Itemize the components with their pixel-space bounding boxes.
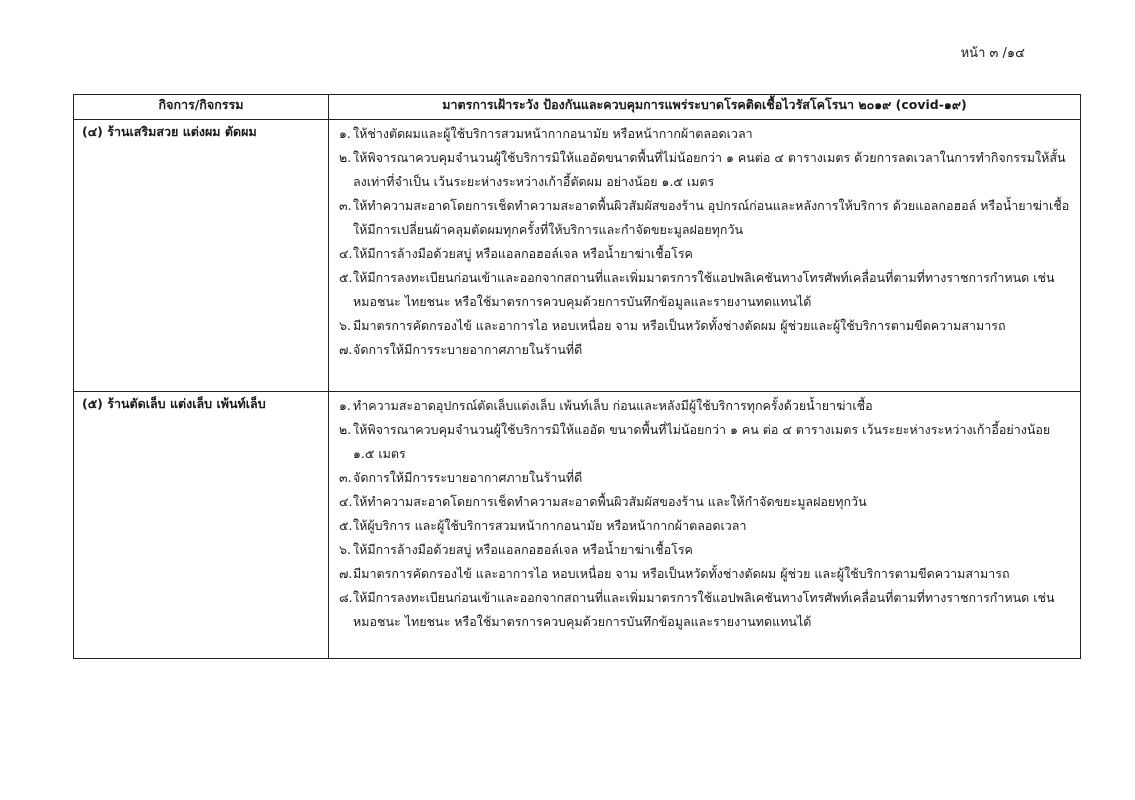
list-item <box>339 394 1074 418</box>
activity-cell: (๔) ร้านเสริมสวย แต่งผม ตัดผม <box>74 120 329 392</box>
list-item <box>339 586 1074 634</box>
list-item <box>339 514 1074 538</box>
item-text: ให้พิจารณาควบคุมจำนวนผู้ใช้บริการมิให้แออัด ขนาดพื้นที่ไม่น้อยกว่า ๑ คน ต่อ ๔ ตารางเมตร เว้นระยะห่างระหว่างเก้าอี้อย่างน้อย ๑.๕ เมตร <box>353 422 1051 461</box>
list-item <box>339 122 1074 146</box>
list-item <box>339 194 1074 242</box>
item-text: ให้ผู้บริการ และผู้ใช้บริการสวมหน้ากากอนามัย หรือหน้ากากผ้าตลอดเวลา <box>353 518 747 533</box>
item-text: ให้ช่างตัดผมและผู้ใช้บริการสวมหน้ากากอนามัย หรือหน้ากากผ้าตลอดเวลา <box>353 126 753 141</box>
measure-list <box>339 122 1074 362</box>
list-item <box>339 146 1074 194</box>
table-header-row <box>74 95 1081 120</box>
measures-cell <box>329 120 1081 392</box>
item-number: ๘. <box>339 590 353 605</box>
item-text: จัดการให้มีการระบายอากาศภายในร้านที่ดี <box>353 470 583 485</box>
table-row <box>74 392 1081 659</box>
measure-list <box>339 394 1074 634</box>
item-text: มีมาตรการคัดกรองไข้ และอาการไอ หอบเหนื่อย จาม หรือเป็นหวัดทั้งช่างตัดผม ผู้ช่วยและผู้ใช้บริการตามขีดความสามารถ <box>353 318 1006 333</box>
item-number: ๖. <box>339 542 351 557</box>
item-text: ให้มีการลงทะเบียนก่อนเข้าและออกจากสถานที่และเพิ่มมาตรการใช้แอปพลิเคชันทางโทรศัพท์เคลื่อนที่ตามที่ทางราชการกำหนด เช่น หมอชนะ ไทยชนะ หรือใช้มาตรการควบคุมด้วยการบันทึกข้อมูลและรายงานทดแทนได้ <box>353 270 1055 309</box>
list-item <box>339 490 1074 514</box>
list-item <box>339 562 1074 586</box>
list-item <box>339 418 1074 466</box>
header-activity: กิจการ/กิจกรรม <box>74 95 329 120</box>
measures-table <box>73 94 1081 659</box>
list-item <box>339 338 1074 362</box>
item-number: ๒. <box>339 150 352 165</box>
item-text: ให้ทำความสะอาดโดยการเช็ดทำความสะอาดพื้นผิวสัมผัสของร้าน อุปกรณ์ก่อนและหลังการให้บริการ ด้วยแอลกอฮอล์ หรือน้ำยาฆ่าเชื้อ ให้มีการเปลี่ยนผ้าคลุมตัดผมทุกครั้งที่ให้บริการและกำจัดขยะมูลฝอยทุกวัน <box>353 198 1070 237</box>
list-item <box>339 466 1074 490</box>
list-item <box>339 538 1074 562</box>
item-text: ให้มีการล้างมือด้วยสบู่ หรือแอลกอฮอล์เจล หรือน้ำยาฆ่าเชื้อโรค <box>353 542 693 557</box>
item-text: ให้มีการล้างมือด้วยสบู่ หรือแอลกอฮอล์เจล หรือน้ำยาฆ่าเชื้อโรค <box>353 246 693 261</box>
item-text: ทำความสะอาดอุปกรณ์ตัดเล็บแต่งเล็บ เพ้นท์เล็บ ก่อนและหลังมีผู้ใช้บริการทุกครั้งด้วยน้ำยาฆ่าเชื้อ <box>353 398 873 413</box>
item-text: จัดการให้มีการระบายอากาศภายในร้านที่ดี <box>353 342 583 357</box>
header-measures: มาตรการเฝ้าระวัง ป้องกันและควบคุมการแพร่ระบาดโรคติดเชื้อไวรัสโคโรนา ๒๐๑๙ (covid-๑๙) <box>329 95 1081 120</box>
item-number: ๗. <box>339 342 353 357</box>
item-number: ๓. <box>339 470 352 485</box>
activity-cell: (๕) ร้านตัดเล็บ แต่งเล็บ เพ้นท์เล็บ <box>74 392 329 659</box>
table-row <box>74 120 1081 392</box>
item-number: ๗. <box>339 566 353 581</box>
list-item <box>339 266 1074 314</box>
item-number: ๓. <box>339 198 352 213</box>
item-text: ให้มีการลงทะเบียนก่อนเข้าและออกจากสถานที่และเพิ่มมาตรการใช้แอปพลิเคชันทางโทรศัพท์เคลื่อนที่ตามที่ทางราชการกำหนด เช่น หมอชนะ ไทยชนะ หรือใช้มาตรการควบคุมด้วยการบันทึกข้อมูลและรายงานทดแทนได้ <box>353 590 1055 629</box>
item-number: ๔. <box>339 246 353 261</box>
item-number: ๕. <box>339 270 353 285</box>
item-number: ๒. <box>339 422 352 437</box>
item-text: มีมาตรการคัดกรองไข้ และอาการไอ หอบเหนื่อย จาม หรือเป็นหวัดทั้งช่างตัดผม ผู้ช่วย และผู้ใช้บริการตามขีดความสามารถ <box>353 566 1010 581</box>
item-number: ๑. <box>339 126 351 141</box>
item-number: ๕. <box>339 518 353 533</box>
item-text: ให้ทำความสะอาดโดยการเช็ดทำความสะอาดพื้นผิวสัมผัสของร้าน และให้กำจัดขยะมูลฝอยทุกวัน <box>353 494 867 509</box>
list-item <box>339 314 1074 338</box>
item-number: ๔. <box>339 494 353 509</box>
item-text: ให้พิจารณาควบคุมจำนวนผู้ใช้บริการมิให้แออัดขนาดพื้นที่ไม่น้อยกว่า ๑ คนต่อ ๔ ตารางเมตร ด้วยการลดเวลาในการทำกิจกรรมให้สั้นลงเท่าที่จำเป็น เว้นระยะห่างระหว่างเก้าอี้ตัดผม อย่างน้อย ๑.๕ เมตร <box>353 150 1066 189</box>
item-number: ๑. <box>339 398 351 413</box>
list-item <box>339 242 1074 266</box>
item-number: ๖. <box>339 318 351 333</box>
page-number: หน้า ๓ /๑๔ <box>960 46 1025 61</box>
measures-cell <box>329 392 1081 659</box>
